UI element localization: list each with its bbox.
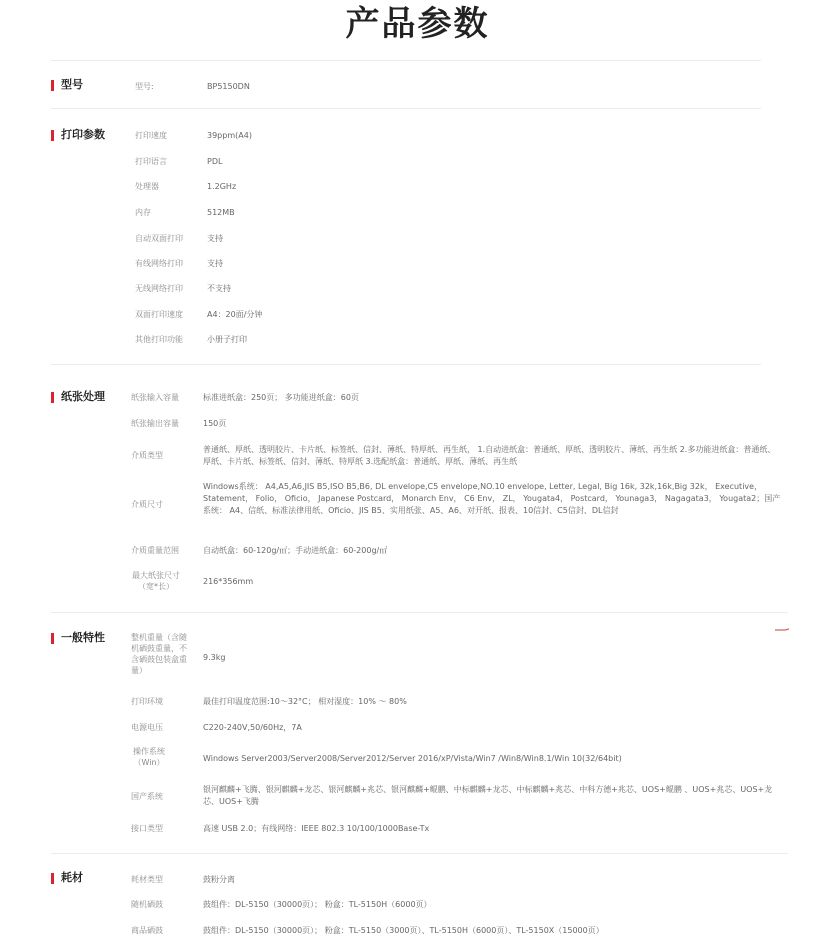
section-title-paper: 纸张处理 — [61, 390, 105, 403]
spec-value: PDL — [207, 157, 223, 166]
spec-label: 耗材类型 — [131, 875, 163, 884]
section-marker — [51, 80, 54, 91]
spec-label: 双面打印速度 — [135, 310, 183, 319]
spec-value: 不支持 — [207, 284, 231, 293]
page-title: 产品参数 — [345, 4, 490, 44]
section-marker — [51, 130, 54, 141]
spec-value: C220-240V,50/60Hz，7A — [203, 723, 302, 732]
decorative-mark-icon — [775, 628, 789, 632]
spec-value: 自动纸盒：60-120g/㎡；手动进纸盒：60-200g/㎡ — [203, 546, 388, 555]
spec-value: 鼓粉分离 — [203, 875, 235, 884]
spec-label: 纸张输入容量 — [131, 393, 179, 402]
spec-value: Windows系统： A4,A5,A6,JIS B5,ISO B5,B6, DL envelope,C5 envelope,NO.10 envelope, Letter, Legal, Big 16k, 32k,16k,Big 32k， Executive， Statement， Folio， Oficio， Japanese Postcard， Monarch Env， C6 Env， ZL， Yougata4， Postcard， Younaga3， Nagagata3， Yougata2；国产系统： A4、信纸、标准法律用纸、Oficio、JIS B5、实用纸张、A5、A6、对开纸、报表、10信封、C5信封、DL信封 — [203, 482, 781, 515]
divider — [51, 60, 761, 61]
spec-label: 其他打印功能 — [135, 335, 183, 344]
spec-label: 接口类型 — [131, 824, 163, 833]
spec-label: 国产系统 — [131, 792, 163, 801]
spec-value: Windows Server2003/Server2008/Server2012/Server 2016/xP/Vista/Win7 /Win8/Win8.1/Win 10(32/64bit) — [203, 754, 622, 763]
spec-value: 9.3kg — [203, 653, 226, 662]
section-title-consumables: 耗材 — [61, 871, 83, 884]
spec-value: 小册子打印 — [207, 335, 247, 344]
divider — [51, 108, 761, 109]
spec-value: 150页 — [203, 419, 227, 428]
section-marker — [51, 633, 54, 644]
section-title-model: 型号 — [61, 78, 83, 91]
spec-label: 随机硒鼓 — [131, 900, 163, 909]
spec-value: 39ppm(A4) — [207, 131, 252, 140]
spec-label: 内存 — [135, 208, 151, 217]
spec-label: 自动双面打印 — [135, 234, 183, 243]
spec-label: 打印环境 — [131, 697, 163, 706]
spec-label: 整机重量（含随机硒鼓重量，不含硒鼓包装盒重量） — [131, 633, 187, 675]
spec-label: 有线网络打印 — [135, 259, 183, 268]
spec-value: 鼓组件：DL-5150（30000页）； 粉盒：TL-5150（3000页）、TL-5150H（6000页）、TL-5150X（15000页） — [203, 926, 604, 935]
spec-value: 216*356mm — [203, 577, 254, 586]
section-title-print: 打印参数 — [61, 128, 105, 141]
spec-value: 标准进纸盒：250页； 多功能进纸盒：60页 — [203, 393, 359, 402]
spec-value: 最佳打印温度范围:10～32°C； 相对湿度：10% ～ 80% — [203, 697, 407, 706]
spec-label: 介质类型 — [131, 451, 163, 460]
spec-label: 介质重量范围 — [131, 546, 179, 555]
spec-value: 普通纸、厚纸、透明胶片、卡片纸、标签纸、信封、薄纸、特厚纸、再生纸， 1.自动进纸盒：普通纸、厚纸、透明胶片、薄纸、再生纸 2.多功能进纸盒：普通纸、厚纸、卡片纸、标签纸、信封、薄纸、特厚纸 3.选配纸盒：普通纸、厚纸、薄纸、再生纸 — [203, 445, 776, 466]
spec-label: 打印速度 — [135, 131, 167, 140]
spec-value: A4：20面/分钟 — [207, 310, 263, 319]
spec-value: BP5150DN — [207, 82, 250, 91]
divider — [51, 853, 788, 854]
spec-label: 商品硒鼓 — [131, 926, 163, 935]
section-marker — [51, 873, 54, 884]
spec-value: 1.2GHz — [207, 182, 237, 191]
spec-label: 操作系统（Win） — [133, 747, 165, 767]
section-marker — [51, 392, 54, 403]
spec-value: 高速 USB 2.0；有线网络：IEEE 802.3 10/100/1000Base-Tx — [203, 824, 430, 833]
spec-label: 型号: — [135, 82, 154, 91]
divider — [51, 364, 761, 365]
spec-label: 纸张输出容量 — [131, 419, 179, 428]
spec-label: 最大纸张尺寸（宽*长） — [132, 571, 180, 591]
section-title-general: 一般特性 — [61, 631, 105, 644]
divider — [51, 612, 788, 613]
spec-value: 支持 — [207, 259, 223, 268]
spec-label: 无线网络打印 — [135, 284, 183, 293]
spec-value: 512MB — [207, 208, 235, 217]
spec-label: 电源电压 — [131, 723, 163, 732]
spec-value: 鼓组件：DL-5150（30000页）； 粉盒：TL-5150H（6000页） — [203, 900, 432, 909]
spec-value: 支持 — [207, 234, 223, 243]
spec-label: 打印语言 — [135, 157, 167, 166]
spec-value: 银河麒麟+飞腾、银河麒麟+龙芯、银河麒麟+兆芯、银河麒麟+鲲鹏、中标麒麟+龙芯、中标麒麟+兆芯、中科方德+兆芯、UOS+鲲鹏 、UOS+兆芯、UOS+龙芯、UOS+飞腾 — [203, 785, 773, 806]
spec-label: 介质尺寸 — [131, 500, 163, 509]
spec-label: 处理器 — [135, 182, 159, 191]
